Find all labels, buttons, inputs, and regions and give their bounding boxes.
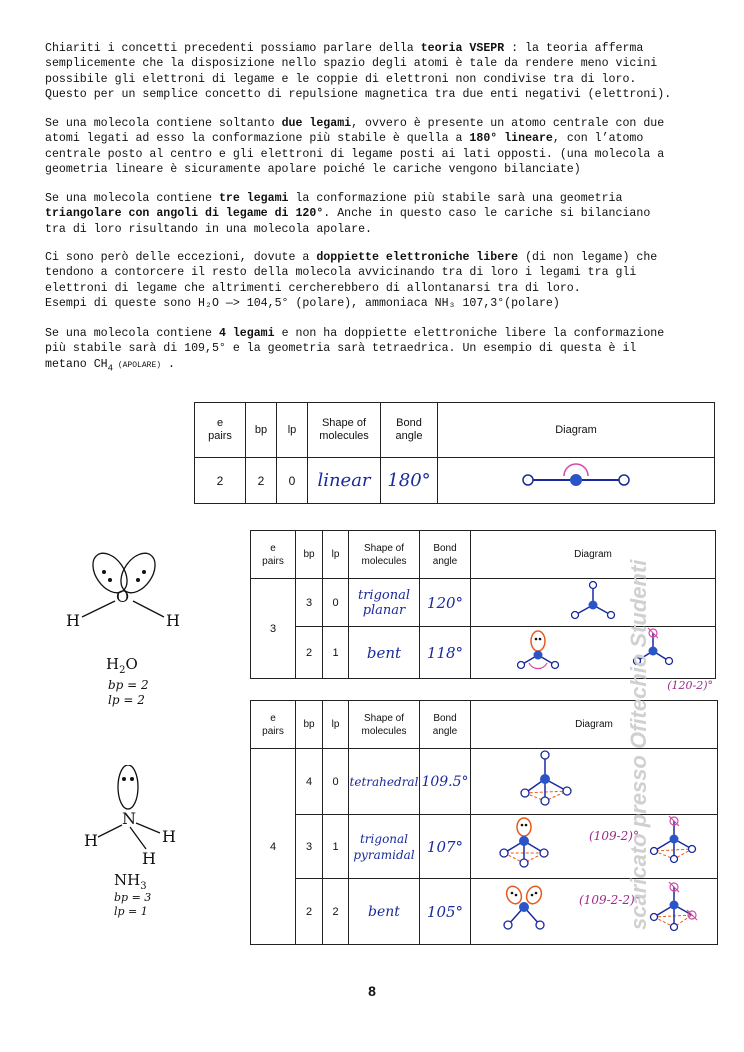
cell-bp: 2 — [296, 627, 323, 679]
cell-diagram — [471, 749, 718, 815]
formula-h2o: $H_2O$ — [106, 655, 138, 676]
atom-h-right: H — [162, 827, 176, 846]
header-lp: lp — [323, 701, 349, 749]
tetrahedral-diagram — [511, 749, 581, 809]
bent-tetrahedral-diagram — [478, 879, 710, 939]
cell-angle: 109.5° — [420, 749, 471, 815]
angle-note: (109-2-2)° — [579, 893, 641, 907]
cell-angle: 180° — [381, 458, 438, 504]
cell-shape: tetrahedral — [349, 749, 420, 815]
cell-lp: 0 — [277, 458, 308, 504]
cell-e-pairs: 4 — [251, 749, 296, 945]
atom-o: O — [116, 587, 130, 606]
atom-n: N — [122, 809, 136, 828]
text: Se una molecola contiene — [45, 192, 219, 205]
cell-bp: 4 — [296, 749, 323, 815]
cell-bp: 2 — [296, 879, 323, 945]
header-bp: bp — [246, 403, 277, 458]
header-lp: lp — [323, 531, 349, 579]
cell-diagram — [471, 579, 716, 627]
text: (di non legame) che tendono a contorcere il resto della molecola avvicinando tra di loro i legami tra gli elettroni di legame che altrimenti cercherebbero di allontanarsi tra di loro. Esempi di queste sono H₂O —> 104,5° (polare), ammoniaca NH₃ 107,3°(polare) — [45, 251, 658, 310]
text: la conformazione più stabile sarà una geometria — [295, 192, 623, 205]
cell-shape: trigonal pyramidal — [349, 815, 420, 879]
angle-note: (120-2)° — [667, 679, 713, 692]
nh3-lp: lp = 1 — [114, 905, 148, 918]
header-e-pairs: e pairs — [195, 403, 246, 458]
vsepr-table-2-pairs — [194, 402, 715, 504]
header-e-pairs: e pairs — [251, 701, 296, 749]
header-diagram: Diagram — [471, 531, 716, 579]
text: Se una molecola contiene soltanto — [45, 117, 282, 130]
cell-e-pairs: 2 — [195, 458, 246, 504]
cell-bp: 3 — [296, 815, 323, 879]
header-shape: Shape of molecules — [349, 701, 420, 749]
nh3-lewis-structure — [80, 765, 200, 925]
text: Ci sono però delle eccezioni, dovute a — [45, 251, 317, 264]
watermark — [612, 520, 656, 940]
page-number: 8 — [368, 983, 376, 999]
cell-lp: 1 — [323, 815, 349, 879]
cell-e-pairs: 3 — [251, 579, 296, 679]
header-angle: Bond angle — [381, 403, 438, 458]
header-angle: Bond angle — [420, 701, 471, 749]
watermark-text: scaricato presso Ofitechio Studenti — [626, 559, 651, 930]
header-diagram: Diagram — [438, 403, 715, 458]
subscript: 4 — [107, 362, 114, 373]
cell-shape: bent — [349, 627, 420, 679]
paragraph-exceptions — [45, 250, 725, 311]
cell-angle: 105° — [420, 879, 471, 945]
header-bp: bp — [296, 701, 323, 749]
cell-diagram — [471, 879, 718, 945]
cell-shape: bent — [349, 879, 420, 945]
table-row — [195, 458, 715, 504]
bent-diagram — [493, 627, 693, 673]
text: . — [161, 357, 175, 371]
h2o-lp: lp = 2 — [108, 693, 145, 707]
cell-lp: 0 — [323, 749, 349, 815]
text: Chiariti i concetti precedenti possiamo parlare della — [45, 42, 421, 55]
paragraph-four-bonds — [45, 326, 725, 376]
nh3-bp: bp = 3 — [114, 891, 152, 904]
header-shape: Shape of molecules — [349, 531, 420, 579]
cell-angle: 120° — [420, 579, 471, 627]
header-diagram: Diagram — [471, 701, 718, 749]
text: , con l’atomo centrale posto al centro e gli elettroni di legame posti ai lati opposti. (una molecola a geometria lineare è sicuramente apolare poiché le cariche vengono bilanciate) — [45, 132, 665, 176]
bold-text: triangolare con angoli di legame di 120° — [45, 207, 324, 221]
header-e-pairs: e pairs — [251, 531, 296, 579]
atom-h-left: H — [84, 831, 98, 850]
cell-bp: 2 — [246, 458, 277, 504]
cell-lp: 0 — [323, 579, 349, 627]
header-lp: lp — [277, 403, 308, 458]
bold-text: 180° lineare — [469, 132, 553, 146]
text: . Anche in questo caso le cariche si bilanciano tra di loro risultando in una molecola apolare. — [45, 207, 651, 236]
angle-note: (109-2)° — [589, 829, 639, 843]
bold-text: 4 legami — [218, 327, 275, 340]
cell-shape: trigonal planar — [349, 579, 420, 627]
cell-lp: 2 — [323, 879, 349, 945]
cell-bp: 3 — [296, 579, 323, 627]
h2o-bp: bp = 2 — [108, 678, 149, 692]
formula-nh3: $NH_3$ — [114, 871, 147, 892]
h2o-lewis-structure — [60, 545, 200, 715]
header-angle: Bond angle — [420, 531, 471, 579]
bold-text: teoria VSEPR — [420, 42, 505, 55]
cell-diagram — [438, 458, 715, 504]
atom-h-left: H — [66, 611, 80, 630]
header-shape: Shape of molecules — [308, 403, 381, 458]
text: , ovvero è presente un atomo centrale con due atomi legati ad esso la conformazione più stabile è quella a — [45, 117, 665, 146]
cell-shape: linear — [308, 458, 381, 504]
bold-text: doppiette elettroniche libere — [316, 251, 519, 264]
paragraph-three-bonds — [45, 191, 725, 237]
cell-diagram — [471, 815, 718, 879]
bold-text: due legami — [281, 117, 352, 130]
nh3-orbital-drawing — [80, 765, 200, 865]
cell-angle: 118° — [420, 627, 471, 679]
atom-h-right: H — [166, 611, 180, 630]
trigonal-pyramidal-diagram — [478, 815, 710, 873]
atom-h-bottom: H — [142, 849, 156, 868]
paragraph-vsepr-intro — [45, 41, 725, 102]
text: Se una molecola contiene — [45, 327, 219, 340]
header-bp: bp — [296, 531, 323, 579]
cell-angle: 107° — [420, 815, 471, 879]
linear-molecule-diagram — [516, 458, 636, 498]
small-caps-text: (APOLARE) — [113, 360, 162, 370]
text: e non ha doppiette elettroniche libere la conformazione più stabile sarà di 109,5° e la geometria sarà tetraedrica. Un esempio di questa è il metano CH — [45, 327, 665, 371]
cell-lp: 1 — [323, 627, 349, 679]
paragraph-two-bonds — [45, 116, 725, 177]
bold-text: tre legami — [218, 192, 289, 205]
cell-diagram — [471, 627, 716, 692]
text: : la teoria afferma semplicemente che la disposizione nello spazio degli atomi è tale da rendere meno vicini possibile gli elettroni di legame e le coppie di elettroni non condivise tra di loro. Questo per un semplice concetto di repulsione magnetica tra due enti negativi (elettroni). — [45, 42, 672, 101]
